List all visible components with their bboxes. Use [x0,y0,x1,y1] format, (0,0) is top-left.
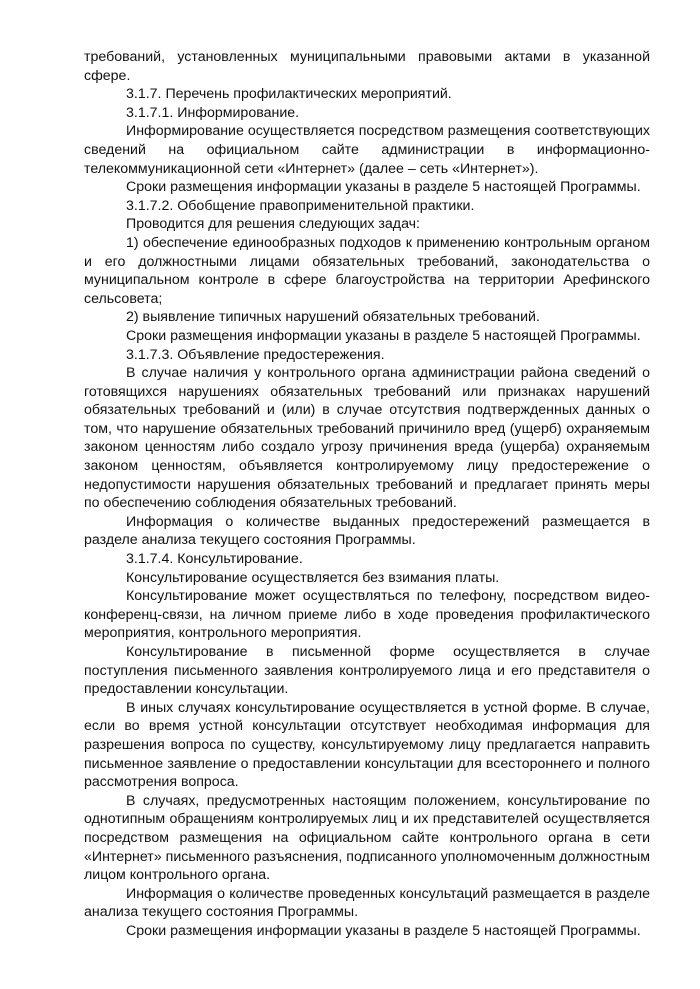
paragraph-deadlines-2: Сроки размещения информации указаны в разделе 5 настоящей Программы. [126,327,641,344]
heading-3-1-7: 3.1.7. Перечень профилактических мероприятий. [126,86,452,103]
paragraph-same-type-requests: В случаях, предусмотренных настоящим положением, консультирование по однотипным обращениям контролируемых лиц и их представителей осуществляется посредством размещения на официальном сайте контрольного органа в сети «Интернет» письменного разъяснения, подписанного уполномоченным должностным лицом контрольного органа. [84,792,650,884]
paragraph-deadlines-1: Сроки размещения информации указаны в разделе 5 настоящей Программы. [126,179,641,196]
document-page [84,48,650,941]
paragraph-consultation-count: Информация о количестве проведенных консультаций размещается в разделе анализа текущего состояния Программы. [84,885,650,921]
list-item-task-2: 2) выявление типичных нарушений обязательных требований. [126,309,540,326]
paragraph-deadlines-3: Сроки размещения информации указаны в разделе 5 настоящей Программы. [126,922,641,939]
paragraph-tasks-intro: Проводится для решения следующих задач: [126,216,420,233]
paragraph-oral-consulting: В иных случаях консультирование осуществляется в устной форме. В случае, если во время устной консультации отсутствует необходимая информация для разрешения вопроса по существу, консультируемому лицу предлагается направить письменное заявление о предоставлении консультации для всестороннего и полного рассмотрения вопроса. [84,699,650,791]
paragraph-informing: Информирование осуществляется посредством размещения соответствующих сведений на официальном сайте администрации в информационно-телекоммуникационной сети «Интернет» (далее – сеть «Интернет»). [84,123,650,177]
paragraph-warning-count: Информация о количестве выданных предостережений размещается в разделе анализа текущего состояния Программы. [84,513,650,549]
heading-3-1-7-1: 3.1.7.1. Информирование. [126,104,300,121]
heading-3-1-7-3: 3.1.7.3. Объявление предостережения. [126,346,385,363]
heading-3-1-7-4: 3.1.7.4. Консультирование. [126,551,303,568]
paragraph-written-consulting: Консультирование в письменной форме осуществляется в случае поступления письменного заявления контролируемого лица и его представителя о предоставлении консультации. [84,644,650,698]
paragraph-consulting-methods: Консультирование может осуществляться по телефону, посредством видео-конференц-связи, на личном приеме либо в ходе проведения профилактического мероприятия, контрольного мероприятия. [84,588,650,642]
list-item-task-1: 1) обеспечение единообразных подходов к применению контрольным органом и его должностными лицами обязательных требований, законодательства о муниципальном контроле в сфере благоустройства на территории Арефинского сельсовета; [84,234,650,307]
paragraph-free-consulting: Консультирование осуществляется без взимания платы. [126,569,500,586]
paragraph-warning: В случае наличия у контрольного органа администрации района сведений о готовящихся нарушениях обязательных требований или признаках нарушений обязательных требований и (или) в случае отсутствия подтвержденных данных о том, что нарушение обязательных требований причинило вред (ущерб) охраняемым законом ценностям либо создало угрозу причинения вреда (ущерба) охраняемым законом ценностям, объявляется контролируемому лицу предостережение о недопустимости нарушения обязательных требований и предлагает принять меры по обеспечению соблюдения обязательных требований. [84,365,650,512]
paragraph-continuation: требований, установленных муниципальными правовыми актами в указанной сфере. [84,49,650,84]
heading-3-1-7-2: 3.1.7.2. Обобщение правоприменительной практики. [126,197,475,214]
